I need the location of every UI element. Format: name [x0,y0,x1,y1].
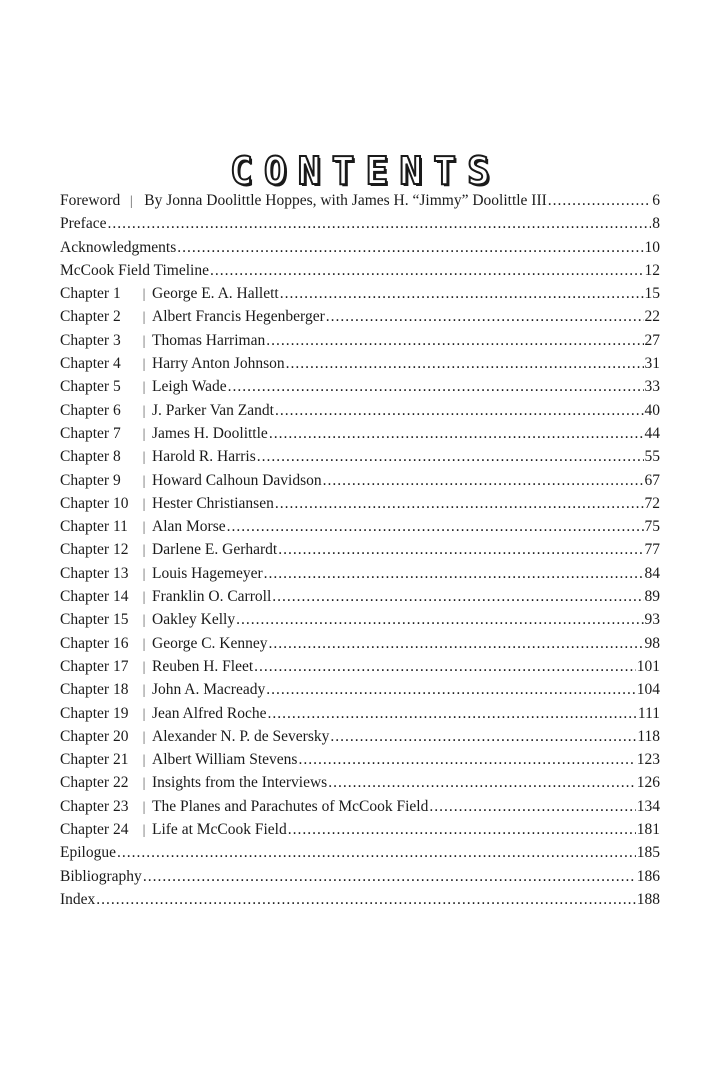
toc-entry-page-number: 12 [644,261,660,279]
toc-entry-title: Index [60,890,96,908]
separator-bar: | [142,380,146,396]
toc-entry-title: Oakley Kelly [152,611,236,629]
toc-entry-title: James H. Doolittle [152,424,268,442]
separator-bar: | [142,357,146,373]
dot-leader [143,865,636,888]
toc-entry [60,538,660,561]
dot-leader [269,422,644,445]
toc-entry [60,748,660,771]
toc-entry-title: George E. A. Hallett [152,285,279,303]
toc-entry-title: Reuben H. Fleet [152,657,254,675]
dot-leader [323,469,644,492]
toc-entry [60,608,660,631]
toc-entry-title: Hester Christiansen [152,494,274,512]
dot-leader [210,259,644,282]
toc-entry-prefix: Chapter 14 [60,588,129,606]
dot-leader [288,818,636,841]
toc-entry-title: John A. Macready [152,681,266,699]
toc-entry-title: Epilogue [60,844,116,862]
toc-entry [60,305,660,328]
toc-entry-prefix: Chapter 6 [60,401,121,419]
toc-entry-title: By Jonna Doolittle Hoppes, with James H. “Jimmy” Doolittle III [144,192,547,209]
separator-bar: | [142,543,146,559]
toc-entry-prefix: Chapter 17 [60,657,129,675]
toc-entry-page-number: 134 [636,797,660,815]
toc-entry [60,259,660,282]
toc-entry [60,515,660,538]
separator-bar: | [142,426,146,442]
toc-entry [60,236,660,259]
toc-entry [60,818,660,841]
toc-entry-prefix: Chapter 4 [60,355,121,373]
separator-bar: | [142,636,146,652]
toc-entry-title: Louis Hagemeyer [152,564,263,582]
page-title: CONTENTS [229,149,502,194]
toc-entry-page-number: 27 [644,331,660,349]
toc-entry-page-number: 118 [637,727,660,745]
toc-entry [60,771,660,794]
dot-leader [278,538,643,561]
toc-entry-page-number: 6 [652,192,660,209]
separator-bar: | [142,706,146,722]
toc-entry [60,352,660,375]
toc-entry-page-number: 40 [644,401,660,419]
toc-entry [60,445,660,468]
dot-leader [269,632,644,655]
toc-entry-page-number: 186 [636,867,660,885]
dot-leader [275,492,644,515]
dot-leader [177,236,643,259]
toc-entry-prefix: Foreword [60,192,121,209]
toc-entry-prefix: Chapter 23 [60,797,129,815]
toc-entry-title: Jean Alfred Roche [152,704,267,722]
separator-bar: | [142,450,146,466]
toc-entry-page-number: 123 [636,751,660,769]
toc-entry-page-number: 181 [636,821,660,839]
toc-entry-title: Leigh Wade [152,378,227,396]
dot-leader [117,841,636,864]
separator-bar: | [142,333,146,349]
toc-entry [60,422,660,445]
separator-bar: | [142,799,146,815]
separator-bar: | [142,287,146,303]
toc-entry-prefix: Chapter 3 [60,331,121,349]
toc-entry-title: Preface [60,215,107,233]
separator-bar: | [142,823,146,839]
dot-leader [107,212,651,235]
toc-entry [60,725,660,748]
toc-entry-title: Harry Anton Johnson [152,355,285,373]
toc-entry-title: Thomas Harriman [152,331,266,349]
toc-entry [60,702,660,725]
toc-entry [60,841,660,864]
dot-leader [266,678,636,701]
dot-leader [227,515,644,538]
toc-entry-page-number: 126 [636,774,660,792]
toc-entry [60,189,660,212]
dot-leader [257,445,644,468]
toc-entry-prefix: Chapter 10 [60,494,129,512]
dot-leader [280,282,644,305]
toc-entry-prefix: Chapter 13 [60,564,129,582]
dot-leader [228,375,644,398]
toc-entry-title: George C. Kenney [152,634,268,652]
toc-entry-prefix: Chapter 7 [60,424,121,442]
separator-bar: | [142,729,146,745]
toc-entry-page-number: 22 [644,308,660,326]
toc-entry-prefix: Chapter 12 [60,541,129,559]
toc-entry-prefix: Chapter 20 [60,727,129,745]
dot-leader [275,399,644,422]
toc-entry-title: Bibliography [60,867,142,885]
toc-entry [60,212,660,235]
dot-leader [330,725,636,748]
separator-bar: | [142,776,146,792]
toc-entry-page-number: 111 [637,704,660,722]
dot-leader [328,771,636,794]
toc-entry [60,585,660,608]
toc-entry-page-number: 67 [644,471,660,489]
toc-entry-title: Howard Calhoun Davidson [152,471,322,489]
dot-leader [548,189,651,212]
dot-leader [429,795,635,818]
separator-bar: | [142,310,146,326]
separator-bar: | [142,683,146,699]
toc-entry [60,282,660,305]
toc-entry-title: Albert Francis Hegenberger [152,308,325,326]
toc-entry-title: Alexander N. P. de Seversky [152,727,330,745]
separator-bar: | [142,659,146,675]
toc-entry [60,329,660,352]
dot-leader [286,352,644,375]
separator-bar: | [142,753,146,769]
toc-entry-page-number: 10 [644,238,660,256]
dot-leader [326,305,644,328]
dot-leader [236,608,643,631]
toc-entry [60,865,660,888]
separator-bar: | [142,473,146,489]
toc-entry-prefix: Chapter 9 [60,471,121,489]
toc-entry-page-number: 31 [644,355,660,373]
toc-entry [60,399,660,422]
toc-entry-prefix: Chapter 19 [60,704,129,722]
separator-bar: | [142,590,146,606]
separator-bar: | [129,194,133,209]
toc-entry-page-number: 33 [644,378,660,396]
toc-entry-page-number: 84 [644,564,660,582]
toc-entry-page-number: 15 [644,285,660,303]
separator-bar: | [142,403,146,419]
toc-entry [60,492,660,515]
dot-leader [298,748,635,771]
toc-entry-title: Insights from the Interviews [152,774,328,792]
toc-entry-page-number: 77 [644,541,660,559]
toc-entry-page-number: 98 [644,634,660,652]
toc-entry-prefix: Chapter 18 [60,681,129,699]
toc-entry-title: Albert William Stevens [152,751,298,769]
toc-entry-prefix: Chapter 21 [60,751,129,769]
toc-entry-page-number: 55 [644,448,660,466]
toc-entry-prefix: Chapter 16 [60,634,129,652]
toc-entry-title: Darlene E. Gerhardt [152,541,278,559]
toc-entry-page-number: 188 [636,890,660,908]
dot-leader [266,329,643,352]
toc-entry [60,888,660,911]
toc-entry-title: Franklin O. Carroll [152,588,272,606]
separator-bar: | [142,520,146,536]
toc-entry-title: McCook Field Timeline [60,261,209,279]
toc-entry [60,795,660,818]
toc-entry-title: Harold R. Harris [152,448,256,466]
toc-entry-title: Alan Morse [152,518,226,536]
toc-entry [60,678,660,701]
toc-entry-prefix: Chapter 24 [60,821,129,839]
toc-entry-page-number: 75 [644,518,660,536]
toc-entry-prefix: Chapter 2 [60,308,121,326]
toc-entry-prefix: Chapter 15 [60,611,129,629]
toc-entry-page-number: 44 [644,424,660,442]
separator-bar: | [142,566,146,582]
toc-entry-page-number: 101 [636,657,660,675]
toc-entry [60,375,660,398]
toc-entry-title: Life at McCook Field [152,821,287,839]
dot-leader [268,702,637,725]
toc-entry-title: Acknowledgments [60,238,177,256]
table-of-contents [60,189,660,911]
toc-entry-page-number: 72 [644,494,660,512]
toc-entry-page-number: 104 [636,681,660,699]
toc-entry-prefix: Chapter 11 [60,518,128,536]
toc-entry-title: The Planes and Parachutes of McCook Field [152,797,429,815]
dot-leader [272,585,643,608]
toc-entry-page-number: 185 [636,844,660,862]
toc-entry-title: J. Parker Van Zandt [152,401,274,419]
toc-entry-prefix: Chapter 22 [60,774,129,792]
toc-entry-prefix: Chapter 8 [60,448,121,466]
toc-entry [60,562,660,585]
toc-entry-prefix: Chapter 5 [60,378,121,396]
dot-leader [254,655,636,678]
toc-entry [60,469,660,492]
toc-entry-page-number: 93 [644,611,660,629]
separator-bar: | [142,613,146,629]
toc-entry-page-number: 89 [644,588,660,606]
toc-entry-prefix: Chapter 1 [60,285,121,303]
toc-entry [60,632,660,655]
toc-entry-page-number: 8 [652,215,660,233]
toc-entry [60,655,660,678]
dot-leader [264,562,644,585]
separator-bar: | [142,496,146,512]
dot-leader [96,888,635,911]
